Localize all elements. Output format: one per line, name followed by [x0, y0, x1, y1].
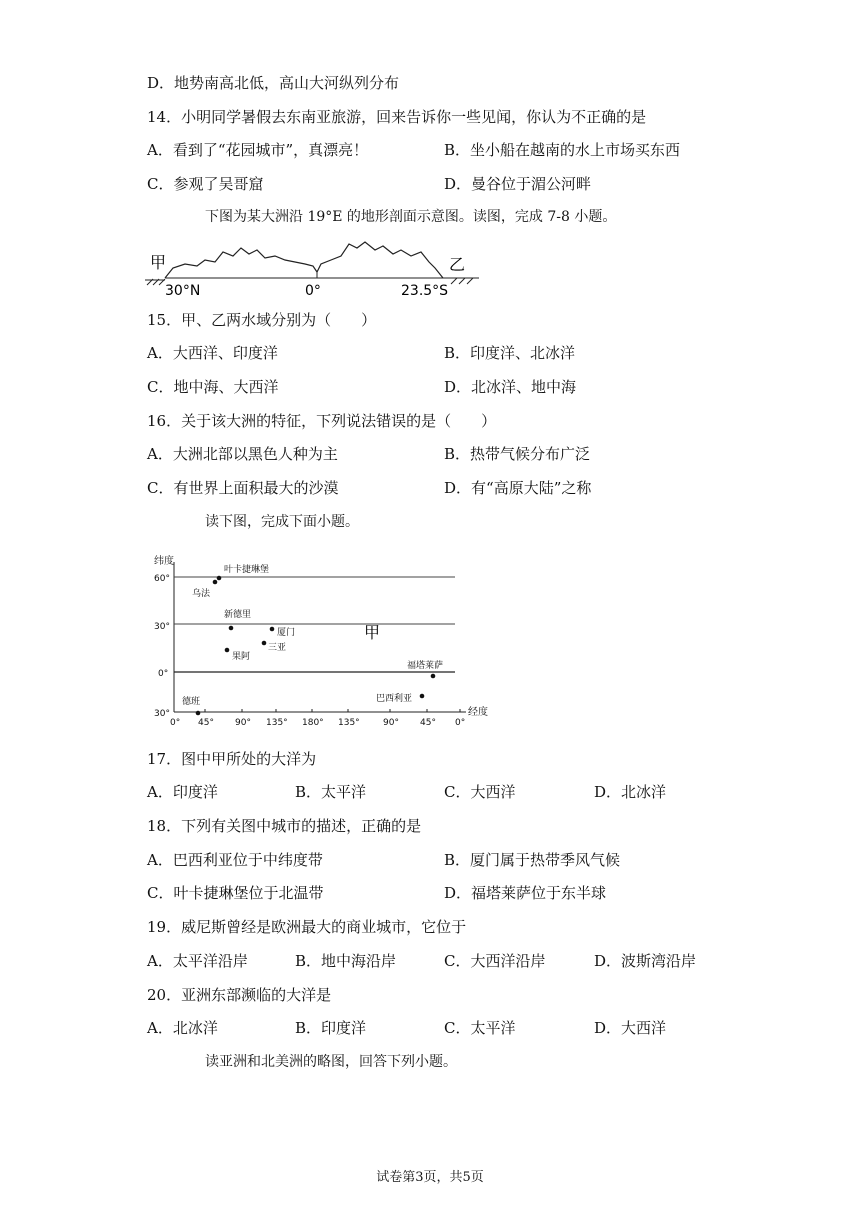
q17-option-c: C．大西洋	[444, 783, 516, 801]
city-label-yekaterinburg: 叶卡捷琳堡	[224, 565, 270, 575]
q15-option-d: D．北冰洋、地中海	[444, 378, 577, 396]
x-tick-180: 180°	[302, 718, 324, 728]
q18-option-a: A．巴西利亚位于中纬度带	[147, 851, 323, 869]
x-tick-0b: 0°	[455, 718, 466, 728]
city-label-new-delhi: 新德里	[224, 610, 252, 620]
q18-option-b: B．厦门属于热带季风气候	[444, 851, 621, 869]
terrain-profile-figure	[145, 238, 480, 298]
city-label-ufa: 乌法	[192, 589, 211, 599]
city-dot-new-delhi	[229, 626, 234, 631]
q14-option-a: A．看到了“花园城市”，真漂亮！	[147, 141, 369, 159]
city-dot-ufa	[213, 580, 218, 585]
q14-option-b: B．坐小船在越南的水上市场买东西	[444, 141, 681, 159]
q17-option-a: A．印度洋	[147, 783, 218, 801]
q16-option-d: D．有“高原大陆”之称	[444, 479, 592, 497]
q15-stem: 15．甲、乙两水域分别为（ ）	[147, 311, 377, 329]
q18-option-d: D．福塔莱萨位于东半球	[444, 884, 607, 902]
q17-option-d: D．北冰洋	[594, 783, 667, 801]
q20-option-d: D．大西洋	[594, 1019, 667, 1037]
city-label-durban: 德班	[182, 697, 201, 707]
q16-stem: 16．关于该大洲的特征，下列说法错误的是（ ）	[147, 412, 497, 430]
city-dot-sanya	[262, 641, 267, 646]
latlong-grid-figure	[150, 552, 495, 730]
y-tick-0: 0°	[158, 669, 169, 679]
q15-option-c: C．地中海、大西洋	[147, 378, 279, 396]
y-tick-60: 60°	[154, 574, 170, 584]
q20-stem: 20．亚洲东部濒临的大洋是	[147, 986, 332, 1004]
q17-stem: 17．图中甲所处的大洋为	[147, 750, 317, 768]
left-water-hatch	[145, 279, 165, 285]
q16-option-c: C．有世界上面积最大的沙漠	[147, 479, 339, 497]
right-water-hatch	[445, 278, 479, 284]
q19-option-b: B．地中海沿岸	[295, 952, 397, 970]
city-dot-xiamen	[270, 627, 275, 632]
profile-lat-0: 0°	[305, 283, 321, 298]
profile-lat-30n: 30°N	[165, 283, 201, 298]
x-tick-90e: 90°	[235, 718, 251, 728]
x-axis-title: 经度	[468, 707, 488, 718]
q13-option-d: D．地势南高北低，高山大河纵列分布	[147, 74, 400, 92]
q19-option-d: D．波斯湾沿岸	[594, 952, 697, 970]
city-dot-durban	[196, 711, 201, 716]
city-dot-goa	[225, 648, 230, 653]
terrain-outline	[165, 242, 443, 278]
y-axis-title: 纬度	[154, 556, 174, 567]
q18-option-c: C．叶卡捷琳堡位于北温带	[147, 884, 324, 902]
q15-option-a: A．大西洋、印度洋	[147, 344, 278, 362]
x-tick-90w: 90°	[383, 718, 399, 728]
city-label-xiamen: 厦门	[277, 628, 296, 638]
x-tick-45w: 45°	[420, 718, 436, 728]
x-tick-45e: 45°	[198, 718, 214, 728]
y-tick-30s: 30°	[154, 709, 170, 719]
y-tick-30n: 30°	[154, 622, 170, 632]
city-label-sanya: 三亚	[268, 643, 287, 653]
q20-option-a: A．北冰洋	[147, 1019, 218, 1037]
city-label-goa: 果阿	[232, 652, 251, 662]
q19-option-a: A．太平洋沿岸	[147, 952, 248, 970]
city-dot-brasilia	[420, 694, 425, 699]
city-dot-yekaterinburg	[217, 576, 222, 581]
profile-left-label: 甲	[150, 253, 167, 272]
intro-profile: 下图为某大洲沿 19°E 的地形剖面示意图。读图，完成 7-8 小题。	[205, 209, 617, 225]
q14-stem: 14．小明同学暑假去东南亚旅游，回来告诉你一些见闻，你认为不正确的是	[147, 108, 647, 126]
q14-option-c: C．参观了吴哥窟	[147, 175, 264, 193]
q15-option-b: B．印度洋、北冰洋	[444, 344, 576, 362]
q20-option-b: B．印度洋	[295, 1019, 367, 1037]
intro-asia-north-america: 读亚洲和北美洲的略图，回答下列小题。	[205, 1054, 457, 1070]
q16-option-b: B．热带气候分布广泛	[444, 445, 591, 463]
city-label-brasilia: 巴西利亚	[376, 694, 413, 704]
intro-grid-map: 读下图，完成下面小题。	[205, 514, 359, 530]
page-footer: 试卷第3页，共5页	[376, 1170, 484, 1185]
q19-stem: 19．威尼斯曾经是欧洲最大的商业城市，它位于	[147, 918, 467, 936]
profile-right-label: 乙	[449, 255, 466, 274]
city-dot-fortaleza	[431, 674, 436, 679]
q18-stem: 18．下列有关图中城市的描述，正确的是	[147, 817, 422, 835]
x-tick-135e: 135°	[266, 718, 288, 728]
q20-option-c: C．太平洋	[444, 1019, 516, 1037]
x-tick-135w: 135°	[338, 718, 360, 728]
x-tick-0a: 0°	[170, 718, 181, 728]
q17-option-b: B．太平洋	[295, 783, 367, 801]
q16-option-a: A．大洲北部以黑色人种为主	[147, 445, 338, 463]
q19-option-c: C．大西洋沿岸	[444, 952, 546, 970]
region-label-jia: 甲	[364, 623, 381, 642]
profile-lat-235s: 23.5°S	[401, 283, 449, 298]
city-label-fortaleza: 福塔莱萨	[407, 661, 444, 671]
q14-option-d: D．曼谷位于湄公河畔	[444, 175, 592, 193]
